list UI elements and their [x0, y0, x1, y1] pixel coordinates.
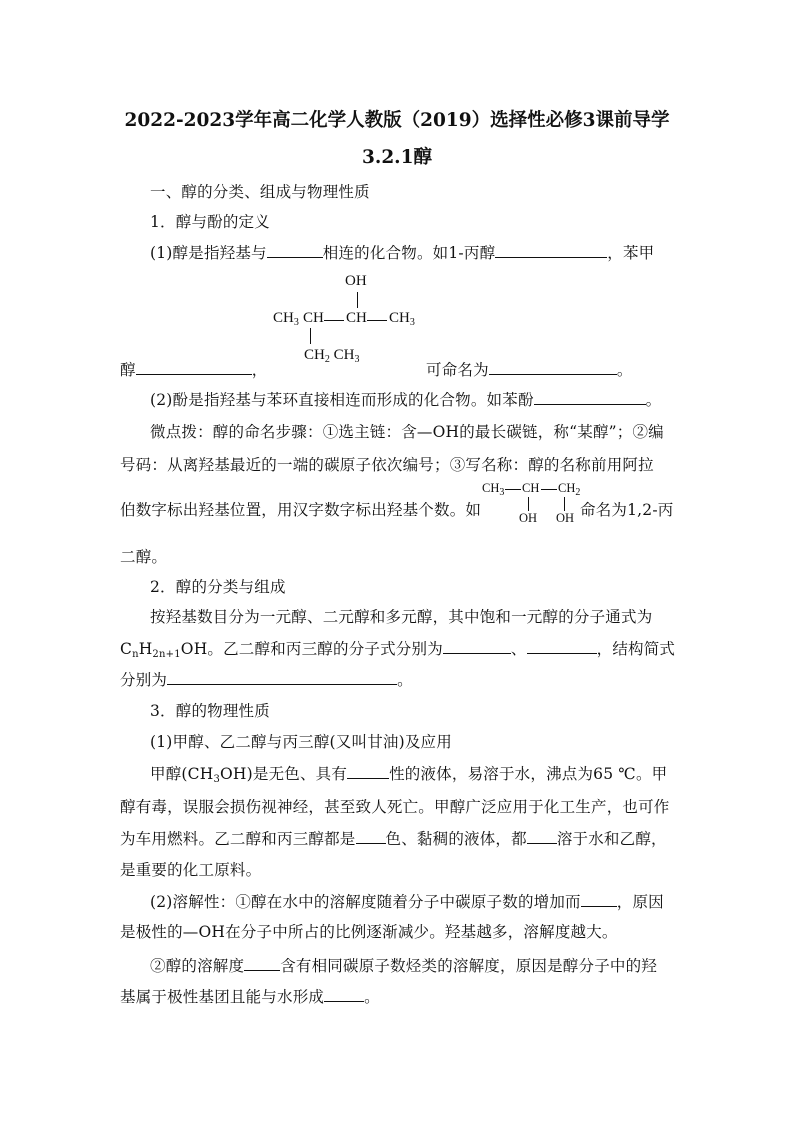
bond-line [564, 497, 565, 511]
text: ， [251, 361, 268, 379]
fill-blank[interactable] [324, 988, 364, 1002]
ch2-group: $CH_2$ [558, 481, 581, 498]
text: 为车用燃料。乙二醇和丙三醇都是 [120, 830, 356, 848]
tip-line-1: 微点拨：醇的命名步骤：①选主链：含—OH的最长碳链，称“某醇”；②编 [150, 423, 664, 441]
text: 。 [616, 361, 633, 379]
subheading-3: 3．醇的物理性质 [150, 702, 270, 720]
text: (2)酚是指羟基与苯环直接相连而形成的化合物。如苯酚 [150, 391, 534, 409]
text: 。 [397, 671, 413, 689]
bond-line [310, 328, 311, 344]
ch3-group: $CH_3$ [482, 481, 505, 498]
paragraph-alcohol-definition [150, 241, 654, 263]
general-formula: $C_nH_{2n+1}OH$ [120, 640, 208, 660]
paragraph-classification: 按羟基数目分为一元醇、二元醇和多元醇，其中饱和一元醇的分子通式为 [150, 608, 653, 626]
text: ，苯甲 [607, 244, 655, 262]
text: 、 [510, 640, 527, 658]
subheading-2: 2．醇的分类与组成 [150, 578, 286, 596]
paragraph-solubility-4 [120, 985, 380, 1007]
text: (1)醇是指羟基与 [150, 244, 267, 262]
fill-blank[interactable] [347, 765, 389, 779]
tip-line-3b: 命名为1,2-丙 [580, 501, 674, 519]
paragraph-glycol-2: 是重要的化工原料。 [120, 861, 262, 879]
text: 可命名为 [426, 361, 489, 379]
text: ②醇的溶解度 [150, 957, 245, 975]
paragraph-alcohol-example [120, 358, 267, 380]
paragraph-solubility-2: 是极性的—OH在分子中所占的比例逐渐减少。羟基越多，溶解度越大。 [120, 923, 618, 941]
fill-blank[interactable] [244, 957, 280, 971]
ch2ch3-group: $CH_2$ $CH_3$ [304, 347, 360, 365]
subheading-1: 1．醇与酚的定义 [150, 213, 270, 231]
text: 分别为 [120, 671, 168, 689]
fill-blank[interactable] [136, 361, 252, 375]
text: 性的液体，易溶于水，沸点为65 ℃。甲 [389, 765, 668, 783]
tip-line-3a: 伯数字标出羟基位置，用汉字数字标出羟基个数。如 [120, 501, 482, 519]
naming-prompt [426, 358, 633, 380]
fill-blank[interactable] [527, 830, 557, 844]
text: 。 [645, 391, 662, 409]
text: 色、黏稠的液体，都 [385, 830, 527, 848]
doc-title-line1: 2022-2023学年高二化学人教版（2019）选择性必修3课前导学 [124, 110, 670, 131]
text: 相连的化合物。如1-丙醇 [322, 244, 496, 262]
fill-blank[interactable] [495, 244, 607, 258]
paragraph-methanol [150, 762, 667, 784]
fill-blank[interactable] [267, 244, 323, 258]
bond-line [541, 489, 557, 490]
text: 。乙二醇和丙三醇的分子式分别为 [207, 640, 443, 658]
fill-blank[interactable] [527, 640, 597, 654]
bond-line [505, 489, 521, 490]
ch-group: CH [522, 481, 540, 495]
paragraph-formula [120, 637, 675, 659]
ch3-group: $CH_3$ [389, 310, 415, 328]
paragraph-phenol-definition [150, 388, 661, 410]
text: 含有相同碳原子数烃类的溶解度，原因是醇分子中的羟 [280, 957, 658, 975]
ch3-group: $CH_3$ [273, 310, 299, 328]
section-heading-1: 一、醇的分类、组成与物理性质 [150, 183, 370, 201]
paragraph-methanol-heading: (1)甲醇、乙二醇与丙三醇(又叫甘油)及应用 [150, 733, 452, 751]
oh-label: OH [556, 511, 575, 525]
bond-line [367, 320, 387, 321]
fill-blank[interactable] [489, 361, 617, 375]
text: 溶于水和乙醇， [556, 830, 667, 848]
paragraph-glycol [120, 827, 667, 849]
text: ，结构简式 [596, 640, 676, 658]
text: 。 [364, 988, 380, 1006]
text: (2)溶解性：①醇在水中的溶解度随着分子中碳原子数的增加而 [150, 893, 581, 911]
text: ，原因 [616, 893, 664, 911]
paragraph-solubility [150, 890, 664, 912]
fill-blank[interactable] [534, 391, 646, 405]
text: 甲醇(CH [150, 765, 214, 783]
ch-group: CH [346, 310, 367, 326]
text: 醇 [120, 361, 136, 379]
fill-blank[interactable] [443, 640, 511, 654]
doc-title-line2: 3.2.1醇 [362, 147, 432, 168]
bond-line [357, 292, 358, 308]
fill-blank[interactable] [356, 830, 386, 844]
oh-label: OH [345, 273, 367, 289]
tip-line-2: 号码：从离羟基最近的一端的碳原子依次编号；③写名称：醇的名称前用阿拉 [120, 456, 654, 474]
bond-line [528, 497, 529, 511]
paragraph-solubility-3 [150, 954, 657, 976]
bond-line [324, 320, 344, 321]
fill-blank[interactable] [581, 893, 617, 907]
subscript: 3 [213, 774, 220, 785]
ch-group: CH [303, 310, 324, 326]
tip-line-4: 二醇。 [120, 548, 168, 566]
paragraph-structure-blank [120, 668, 413, 690]
fill-blank[interactable] [167, 671, 397, 685]
text: OH)是无色、具有 [220, 765, 348, 783]
text: 基属于极性基团且能与水形成 [120, 988, 325, 1006]
oh-label: OH [519, 511, 538, 525]
paragraph-methanol-2: 醇有毒，误服会损伤视神经，甚至致人死亡。甲醇广泛应用于化工生产，也可作 [120, 798, 670, 816]
